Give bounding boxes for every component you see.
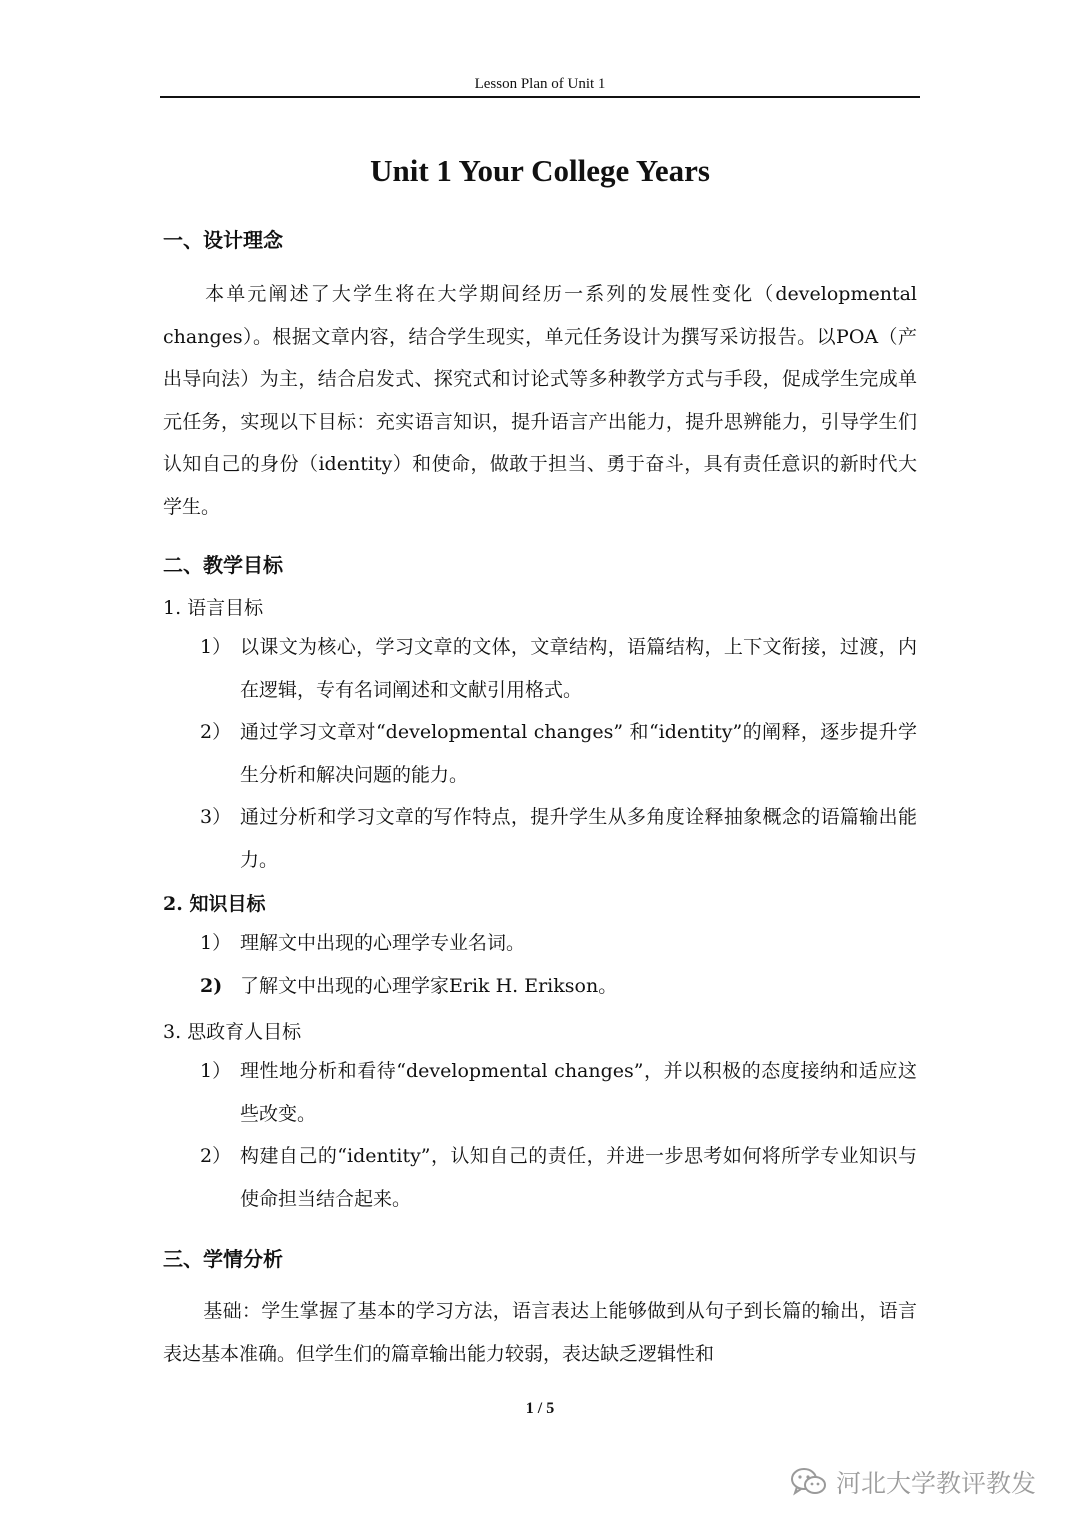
goal-knowledge-title: 2. 知识目标 <box>163 893 266 915</box>
section-heading-design: 一、设计理念 <box>163 228 283 252</box>
list-item-text: 构建自己的“identity”，认知自己的责任，并进一步思考如何将所学专业知识与使命担当结合起来。 <box>240 1145 917 1210</box>
list-item <box>200 965 917 1008</box>
goal-ideology-title: 3. 思政育人目标 <box>163 1021 302 1043</box>
list-item-number: 2) <box>200 975 223 997</box>
list-item <box>200 711 917 796</box>
list-item-text: 理性地分析和看待“developmental changes”，并以积极的态度接纳和适应这些改变。 <box>240 1060 917 1125</box>
watermark-text: 河北大学教评教发 <box>836 1469 1037 1498</box>
section-heading-analysis: 三、学情分析 <box>163 1247 283 1271</box>
list-item-text: 通过分析和学习文章的写作特点，提升学生从多角度诠释抽象概念的语篇输出能力。 <box>240 806 917 871</box>
section-heading-objectives: 二、教学目标 <box>163 553 283 577</box>
document-title: Unit 1 Your College Years <box>370 153 710 188</box>
wechat-icon <box>790 1466 828 1498</box>
list-item-number: 1） <box>200 932 232 954</box>
header-rule <box>160 96 920 98</box>
list-item-number: 1） <box>200 636 232 658</box>
list-item <box>200 1135 917 1220</box>
list-item-text: 通过学习文章对“developmental changes” 和“identity”的阐释，逐步提升学生分析和解决问题的能力。 <box>240 721 917 786</box>
list-item <box>200 922 917 965</box>
design-paragraph: 本单元阐述了大学生将在大学期间经历一系列的发展性变化（developmental changes）。根据文章内容，结合学生现实，单元任务设计为撰写采访报告。以POA（产出导向法）为主，结合启发式、探究式和讨论式等多种教学方式与手段，促成学生完成单元任务，实现以下目标：充实语言知识，提升语言产出能力，提升思辨能力，引导学生们认知自己的身份（identity）和使命，做敢于担当、勇于奋斗，具有责任意识的新时代大学生。 <box>163 283 917 518</box>
goal-language-title: 1. 语言目标 <box>163 597 264 619</box>
watermark <box>790 1462 1036 1502</box>
list-item-number: 2） <box>200 1145 232 1167</box>
list-item <box>200 1050 917 1135</box>
list-item-number: 1） <box>200 1060 232 1082</box>
running-header: Lesson Plan of Unit 1 <box>474 76 606 92</box>
list-item-number: 2） <box>200 721 232 743</box>
list-item <box>200 796 917 881</box>
analysis-paragraph: 基础：学生掌握了基本的学习方法，语言表达上能够做到从句子到长篇的输出，语言表达基本准确。但学生们的篇章输出能力较弱，表达缺乏逻辑性和 <box>163 1300 917 1365</box>
list-item-number: 3） <box>200 806 232 828</box>
list-item-text: 了解文中出现的心理学家Erik H. Erikson。 <box>240 975 618 997</box>
page-number: 1 / 5 <box>525 1400 555 1417</box>
list-item-text: 理解文中出现的心理学专业名词。 <box>240 932 526 954</box>
list-item-text: 以课文为核心，学习文章的文体，文章结构，语篇结构，上下文衔接，过渡，内在逻辑，专有名词阐述和文献引用格式。 <box>240 636 917 701</box>
list-item <box>200 626 917 711</box>
